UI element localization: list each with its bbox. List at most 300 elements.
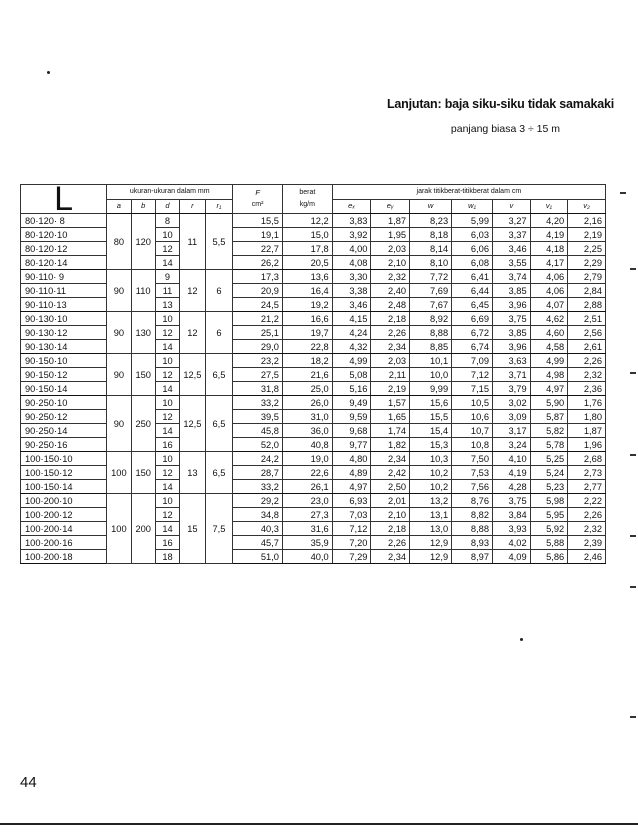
cell-w: 10,2 [410, 466, 452, 480]
cell-w1: 7,56 [452, 480, 493, 494]
weight-header: berat kg/m [282, 185, 332, 214]
cell-v: 3,84 [493, 508, 531, 522]
cell-ex: 4,08 [332, 256, 371, 270]
table-row [21, 494, 606, 508]
cell-berat: 23,0 [282, 494, 332, 508]
cell-v1: 4,18 [530, 242, 568, 256]
cell-w1: 10,5 [452, 396, 493, 410]
cell-b: 150 [131, 452, 155, 494]
table-row [21, 270, 606, 284]
cell-berat: 15,0 [282, 228, 332, 242]
cell-v: 3,63 [493, 354, 531, 368]
cell-b: 250 [131, 396, 155, 452]
cell-w: 12,9 [410, 536, 452, 550]
profile-name: 90·110·11 [21, 284, 107, 298]
cell-berat: 25,0 [282, 382, 332, 396]
scan-speck [47, 71, 50, 74]
cell-d: 10 [155, 354, 179, 368]
col-v2: v₂ [568, 199, 606, 214]
cell-d: 16 [155, 438, 179, 452]
cell-f: 24,5 [233, 298, 283, 312]
cell-f: 39,5 [233, 410, 283, 424]
profile-name: 90·250·14 [21, 424, 107, 438]
col-b: b [131, 199, 155, 214]
cell-v2: 1,76 [568, 396, 606, 410]
cell-a: 90 [107, 396, 131, 452]
cell-f: 45,7 [233, 536, 283, 550]
page-subtitle: panjang biasa 3 ÷ 15 m [450, 123, 560, 135]
cell-v: 3,75 [493, 494, 531, 508]
cell-ey: 2,19 [371, 382, 410, 396]
cell-ey: 2,48 [371, 298, 410, 312]
dimensions-header: ukuran-ukuran dalam mm [107, 185, 233, 200]
cell-v: 3,24 [493, 438, 531, 452]
cell-ey: 1,87 [371, 214, 410, 228]
cell-ex: 4,24 [332, 326, 371, 340]
cell-ey: 2,10 [371, 508, 410, 522]
cell-ex: 9,49 [332, 396, 371, 410]
cell-v1: 5,92 [530, 522, 568, 536]
cell-v2: 2,51 [568, 312, 606, 326]
cell-b: 110 [131, 270, 155, 312]
cell-w1: 7,09 [452, 354, 493, 368]
cell-r1: 6 [205, 270, 233, 312]
cell-v2: 2,26 [568, 508, 606, 522]
cell-ey: 2,34 [371, 550, 410, 564]
cell-v: 3,37 [493, 228, 531, 242]
cell-v2: 2,73 [568, 466, 606, 480]
cell-v1: 5,95 [530, 508, 568, 522]
scan-speck [520, 638, 523, 641]
profile-name: 100·200·12 [21, 508, 107, 522]
cell-w1: 8,93 [452, 536, 493, 550]
profile-name: 100·200·18 [21, 550, 107, 564]
cell-v: 3,96 [493, 298, 531, 312]
cell-berat: 18,2 [282, 354, 332, 368]
cell-v1: 5,98 [530, 494, 568, 508]
cell-v2: 2,77 [568, 480, 606, 494]
table-body [21, 214, 606, 564]
cell-v1: 4,19 [530, 228, 568, 242]
cell-v1: 5,87 [530, 410, 568, 424]
cell-berat: 31,0 [282, 410, 332, 424]
cell-ex: 3,46 [332, 298, 371, 312]
cell-v1: 4,97 [530, 382, 568, 396]
cell-ey: 1,74 [371, 424, 410, 438]
cell-v: 3,02 [493, 396, 531, 410]
profile-name: 80·120·14 [21, 256, 107, 270]
cell-ex: 4,00 [332, 242, 371, 256]
cell-berat: 13,6 [282, 270, 332, 284]
cell-v2: 2,32 [568, 522, 606, 536]
cell-ey: 2,34 [371, 340, 410, 354]
profile-name: 80·120· 8 [21, 214, 107, 228]
cell-w: 15,5 [410, 410, 452, 424]
cell-v: 3,17 [493, 424, 531, 438]
cell-w1: 6,44 [452, 284, 493, 298]
cell-berat: 19,2 [282, 298, 332, 312]
cell-w: 9,99 [410, 382, 452, 396]
table-row [21, 312, 606, 326]
cell-berat: 16,6 [282, 312, 332, 326]
cell-d: 14 [155, 522, 179, 536]
cell-ex: 3,38 [332, 284, 371, 298]
cell-w: 15,4 [410, 424, 452, 438]
cell-d: 13 [155, 298, 179, 312]
cell-v1: 5,78 [530, 438, 568, 452]
cell-v2: 2,36 [568, 382, 606, 396]
cell-ey: 1,95 [371, 228, 410, 242]
margin-mark [630, 372, 636, 374]
cell-r: 12,5 [180, 396, 205, 452]
col-d: d [155, 199, 179, 214]
cell-ey: 2,01 [371, 494, 410, 508]
cell-b: 150 [131, 354, 155, 396]
cell-f: 20,9 [233, 284, 283, 298]
cell-f: 33,2 [233, 396, 283, 410]
cell-f: 45,8 [233, 424, 283, 438]
cell-ey: 2,32 [371, 270, 410, 284]
col-a: a [107, 199, 131, 214]
cell-w1: 5,99 [452, 214, 493, 228]
cell-d: 10 [155, 396, 179, 410]
cell-r1: 5,5 [205, 214, 233, 270]
cell-b: 200 [131, 494, 155, 564]
cell-d: 14 [155, 382, 179, 396]
cell-a: 90 [107, 354, 131, 396]
cell-w1: 6,74 [452, 340, 493, 354]
cell-r1: 7,5 [205, 494, 233, 564]
cell-berat: 22,6 [282, 466, 332, 480]
cell-f: 23,2 [233, 354, 283, 368]
cell-r1: 6,5 [205, 354, 233, 396]
cell-d: 16 [155, 536, 179, 550]
cell-ey: 2,18 [371, 312, 410, 326]
cell-v2: 1,80 [568, 410, 606, 424]
page-number: 44 [20, 774, 37, 791]
cell-v: 3,46 [493, 242, 531, 256]
cell-w1: 6,69 [452, 312, 493, 326]
cell-v: 4,10 [493, 452, 531, 466]
cell-ex: 7,29 [332, 550, 371, 564]
cell-v: 4,02 [493, 536, 531, 550]
cell-f: 40,3 [233, 522, 283, 536]
profile-name: 90·150·12 [21, 368, 107, 382]
cell-d: 11 [155, 284, 179, 298]
cell-f: 26,2 [233, 256, 283, 270]
col-r1: r₁ [205, 199, 233, 214]
table-row [21, 452, 606, 466]
cell-ex: 3,92 [332, 228, 371, 242]
cell-w1: 8,97 [452, 550, 493, 564]
cell-ex: 3,83 [332, 214, 371, 228]
profile-name: 90·110·13 [21, 298, 107, 312]
cell-ex: 4,15 [332, 312, 371, 326]
cell-w: 8,10 [410, 256, 452, 270]
cell-berat: 16,4 [282, 284, 332, 298]
cell-v: 4,28 [493, 480, 531, 494]
cell-d: 12 [155, 326, 179, 340]
cell-d: 10 [155, 312, 179, 326]
page-title: Lanjutan: baja siku-siku tidak samakaki [386, 97, 614, 111]
cell-d: 14 [155, 424, 179, 438]
cell-w1: 7,53 [452, 466, 493, 480]
cell-w1: 10,7 [452, 424, 493, 438]
cell-r1: 6,5 [205, 452, 233, 494]
cell-berat: 31,6 [282, 522, 332, 536]
cell-b: 120 [131, 214, 155, 270]
cell-berat: 22,8 [282, 340, 332, 354]
cell-f: 51,0 [233, 550, 283, 564]
cell-v2: 2,56 [568, 326, 606, 340]
cell-v2: 2,16 [568, 214, 606, 228]
cell-r: 12 [180, 270, 205, 312]
cell-d: 10 [155, 494, 179, 508]
cell-r: 12,5 [180, 354, 205, 396]
cell-berat: 36,0 [282, 424, 332, 438]
profile-name: 100·150·10 [21, 452, 107, 466]
cell-f: 34,8 [233, 508, 283, 522]
cell-f: 27,5 [233, 368, 283, 382]
cell-w: 8,14 [410, 242, 452, 256]
cell-v: 3,96 [493, 340, 531, 354]
cell-ex: 4,97 [332, 480, 371, 494]
margin-mark [620, 192, 626, 194]
cell-ey: 1,65 [371, 410, 410, 424]
cell-berat: 26,0 [282, 396, 332, 410]
cell-w: 7,67 [410, 298, 452, 312]
cell-r: 11 [180, 214, 205, 270]
cell-r: 12 [180, 312, 205, 354]
cell-v: 3,71 [493, 368, 531, 382]
cell-v2: 1,96 [568, 438, 606, 452]
cell-v: 3,93 [493, 522, 531, 536]
cell-berat: 27,3 [282, 508, 332, 522]
profile-name: 100·150·14 [21, 480, 107, 494]
cell-f: 28,7 [233, 466, 283, 480]
cell-v1: 4,06 [530, 284, 568, 298]
cell-ex: 9,77 [332, 438, 371, 452]
cell-berat: 35,9 [282, 536, 332, 550]
cell-v2: 2,84 [568, 284, 606, 298]
cell-f: 19,1 [233, 228, 283, 242]
cell-f: 52,0 [233, 438, 283, 452]
cell-ey: 1,57 [371, 396, 410, 410]
col-w: w [410, 199, 452, 214]
cell-w1: 6,08 [452, 256, 493, 270]
cell-w: 13,2 [410, 494, 452, 508]
margin-mark [630, 268, 636, 270]
cell-ey: 2,40 [371, 284, 410, 298]
cell-v1: 4,07 [530, 298, 568, 312]
col-w1: w₁ [452, 199, 493, 214]
cell-berat: 17,8 [282, 242, 332, 256]
cell-v1: 4,99 [530, 354, 568, 368]
cell-v1: 4,60 [530, 326, 568, 340]
cell-v: 3,74 [493, 270, 531, 284]
cell-berat: 40,8 [282, 438, 332, 452]
cell-f: 17,3 [233, 270, 283, 284]
distance-header: jarak titikberat-titikberat dalam cm [332, 185, 605, 200]
col-ex: eₓ [332, 199, 371, 214]
cell-a: 90 [107, 270, 131, 312]
margin-mark [630, 535, 636, 537]
profile-name: 90·150·10 [21, 354, 107, 368]
cell-w1: 7,12 [452, 368, 493, 382]
cell-w: 13,0 [410, 522, 452, 536]
cell-r: 13 [180, 452, 205, 494]
cell-w1: 6,72 [452, 326, 493, 340]
cell-v: 3,75 [493, 312, 531, 326]
cell-d: 10 [155, 228, 179, 242]
cell-v1: 5,82 [530, 424, 568, 438]
cell-d: 14 [155, 256, 179, 270]
cell-w1: 6,41 [452, 270, 493, 284]
cell-ey: 2,03 [371, 242, 410, 256]
col-r: r [180, 199, 205, 214]
cell-v2: 2,29 [568, 256, 606, 270]
cell-w: 8,23 [410, 214, 452, 228]
cell-w: 10,1 [410, 354, 452, 368]
cell-ex: 5,16 [332, 382, 371, 396]
cell-a: 100 [107, 494, 131, 564]
col-v1: v₁ [530, 199, 568, 214]
cell-v1: 5,88 [530, 536, 568, 550]
cell-a: 100 [107, 452, 131, 494]
cell-w: 12,9 [410, 550, 452, 564]
col-v: v [493, 199, 531, 214]
cell-v2: 2,25 [568, 242, 606, 256]
cell-ex: 9,68 [332, 424, 371, 438]
cell-ey: 2,10 [371, 256, 410, 270]
cell-v2: 2,68 [568, 452, 606, 466]
table-row [21, 354, 606, 368]
cell-w1: 7,50 [452, 452, 493, 466]
cell-ex: 6,93 [332, 494, 371, 508]
cell-v2: 2,26 [568, 354, 606, 368]
cell-v1: 5,90 [530, 396, 568, 410]
profile-name: 90·150·14 [21, 382, 107, 396]
cell-ey: 2,26 [371, 536, 410, 550]
cell-f: 31,8 [233, 382, 283, 396]
cell-v: 3,09 [493, 410, 531, 424]
cell-v2: 2,39 [568, 536, 606, 550]
cell-berat: 19,0 [282, 452, 332, 466]
cell-v: 4,19 [493, 466, 531, 480]
cell-v: 3,79 [493, 382, 531, 396]
cell-w: 13,1 [410, 508, 452, 522]
cell-w: 15,6 [410, 396, 452, 410]
cell-w: 8,88 [410, 326, 452, 340]
profile-name: 90·250·12 [21, 410, 107, 424]
cell-ex: 7,20 [332, 536, 371, 550]
cell-ey: 2,42 [371, 466, 410, 480]
cell-d: 12 [155, 368, 179, 382]
cell-ex: 9,59 [332, 410, 371, 424]
cell-v: 4,09 [493, 550, 531, 564]
cell-ex: 4,80 [332, 452, 371, 466]
cell-d: 14 [155, 340, 179, 354]
margin-mark [630, 586, 636, 588]
cell-ey: 2,11 [371, 368, 410, 382]
cell-berat: 26,1 [282, 480, 332, 494]
cell-d: 12 [155, 242, 179, 256]
cell-ey: 2,26 [371, 326, 410, 340]
profile-name: 90·130·10 [21, 312, 107, 326]
cell-v2: 2,88 [568, 298, 606, 312]
table-row [21, 214, 606, 228]
cell-ey: 2,03 [371, 354, 410, 368]
cell-ey: 2,50 [371, 480, 410, 494]
cell-berat: 20,5 [282, 256, 332, 270]
margin-mark [630, 716, 636, 718]
cell-ex: 4,89 [332, 466, 371, 480]
cell-w: 10,0 [410, 368, 452, 382]
cell-w: 15,3 [410, 438, 452, 452]
area-header: F cm² [233, 185, 283, 214]
profile-name: 90·250·16 [21, 438, 107, 452]
cell-d: 12 [155, 410, 179, 424]
profile-name: 90·250·10 [21, 396, 107, 410]
bottom-rule [0, 823, 638, 825]
cell-v: 3,27 [493, 214, 531, 228]
profile-name: 90·110· 9 [21, 270, 107, 284]
cell-w1: 6,06 [452, 242, 493, 256]
profile-name: 100·200·10 [21, 494, 107, 508]
cell-w: 8,85 [410, 340, 452, 354]
cell-ey: 2,18 [371, 522, 410, 536]
cell-w: 7,72 [410, 270, 452, 284]
cell-w: 8,18 [410, 228, 452, 242]
cell-v2: 2,46 [568, 550, 606, 564]
cell-a: 90 [107, 312, 131, 354]
cell-berat: 19,7 [282, 326, 332, 340]
profile-name: 100·200·14 [21, 522, 107, 536]
cell-ex: 7,12 [332, 522, 371, 536]
cell-w: 10,3 [410, 452, 452, 466]
cell-d: 10 [155, 452, 179, 466]
cell-d: 12 [155, 508, 179, 522]
cell-v1: 4,98 [530, 368, 568, 382]
cell-v2: 2,19 [568, 228, 606, 242]
cell-r1: 6,5 [205, 396, 233, 452]
cell-v: 3,85 [493, 326, 531, 340]
profile-name: 80·120·12 [21, 242, 107, 256]
cell-v2: 2,22 [568, 494, 606, 508]
cell-v1: 5,23 [530, 480, 568, 494]
cell-v1: 5,24 [530, 466, 568, 480]
cell-ey: 1,82 [371, 438, 410, 452]
margin-mark [630, 454, 636, 456]
cell-w1: 8,88 [452, 522, 493, 536]
cell-ex: 4,32 [332, 340, 371, 354]
cell-w1: 7,15 [452, 382, 493, 396]
profile-name: 90·130·12 [21, 326, 107, 340]
cell-f: 22,7 [233, 242, 283, 256]
cell-w1: 6,03 [452, 228, 493, 242]
cell-v: 3,85 [493, 284, 531, 298]
cell-v: 3,55 [493, 256, 531, 270]
cell-v2: 1,87 [568, 424, 606, 438]
table-row [21, 396, 606, 410]
profile-name: 100·150·12 [21, 466, 107, 480]
cell-v1: 4,62 [530, 312, 568, 326]
cell-w1: 8,82 [452, 508, 493, 522]
cell-v2: 2,32 [568, 368, 606, 382]
cell-f: 24,2 [233, 452, 283, 466]
cell-ex: 4,99 [332, 354, 371, 368]
cell-berat: 21,6 [282, 368, 332, 382]
